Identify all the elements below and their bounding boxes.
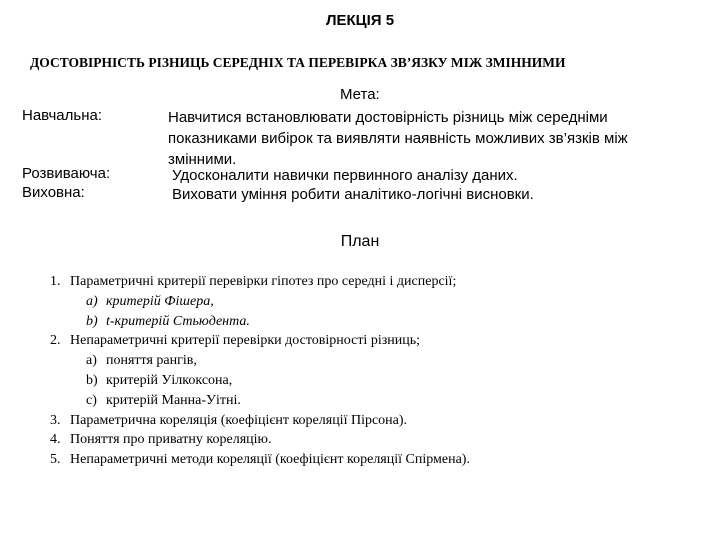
plan-item-5	[50, 450, 690, 470]
lecture-subtitle: ДОСТОВІРНІСТЬ РІЗНИЦЬ СЕРЕДНІХ ТА ПЕРЕВІРКА ЗВ’ЯЗКУ МІЖ ЗМІННИМИ	[30, 55, 566, 70]
plan-list	[50, 272, 690, 470]
plan-subitem-2b	[50, 371, 690, 391]
plan-subitem-marker: a)	[86, 293, 98, 309]
plan-item-1	[50, 272, 690, 292]
plan-item-2	[50, 331, 690, 351]
plan-item-number: 2.	[50, 333, 61, 349]
plan-item-text: Поняття про приватну кореляцію.	[70, 432, 272, 448]
plan-item-number: 4.	[50, 432, 61, 448]
educational-goal-text: Навчитися встановлювати достовірність різниць між середніми показниками вибірок та виявляти наявність можливих зв’язків між змінними.	[168, 109, 628, 168]
plan-subitem-text: критерій Уілкоксона,	[106, 372, 233, 388]
educational-goal-label: Навчальна:	[22, 107, 102, 124]
plan-item-text: Непараметричні критерії перевірки достовірності різниць;	[70, 333, 420, 349]
plan-subitem-marker: a)	[86, 353, 97, 369]
plan-subitem-marker: c)	[86, 392, 97, 408]
upbringing-goal-text: Виховати уміння робити аналітико-логічні висновки.	[172, 186, 534, 203]
plan-item-number: 3.	[50, 412, 61, 428]
plan-subitem-marker: b)	[86, 313, 98, 329]
plan-subitem-text: t-критерій Стьюдента.	[106, 313, 250, 329]
plan-subitem-text: поняття рангів,	[106, 353, 197, 369]
plan-item-number: 1.	[50, 274, 61, 289]
developmental-goal-label: Розвиваюча:	[22, 165, 111, 182]
plan-subitem-text: критерій Манна-Уітні.	[106, 392, 241, 408]
plan-heading: План	[340, 233, 380, 250]
plan-item-3	[50, 411, 690, 431]
lecture-title: ЛЕКЦІЯ 5	[325, 12, 395, 29]
plan-item-text: Непараметричні методи кореляції (коефіцієнт кореляції Спірмена).	[70, 452, 470, 468]
plan-item-4	[50, 430, 690, 450]
plan-subitem-1a	[50, 292, 690, 312]
upbringing-goal-label: Виховна:	[22, 184, 85, 201]
goals-heading: Мета:	[340, 86, 380, 103]
plan-subitem-2a	[50, 351, 690, 371]
plan-subitem-text: критерій Фішера,	[106, 293, 214, 309]
plan-subitem-1b	[50, 312, 690, 332]
plan-subitem-marker: b)	[86, 372, 98, 388]
plan-item-number: 5.	[50, 452, 61, 468]
developmental-goal-text: Удосконалити навички первинного аналізу даних.	[172, 167, 518, 184]
plan-item-text: Параметрична кореляція (коефіцієнт кореляції Пірсона).	[70, 412, 408, 428]
plan-item-text: Параметричні критерії перевірки гіпотез про середні і дисперсії;	[70, 274, 457, 289]
plan-subitem-2c	[50, 391, 690, 411]
